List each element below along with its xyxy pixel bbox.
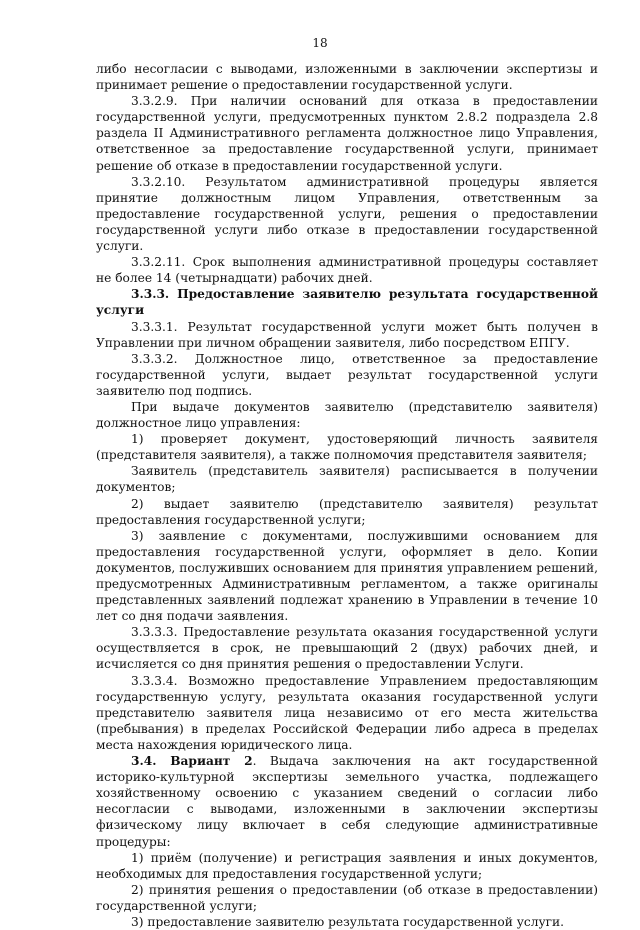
paragraph-3-3-3-1: 3.3.3.1. Результат государственной услуги может быть получен в Управлении при личном обращении заявителя, либо посредством ЕПГУ. [96,319,598,350]
paragraph-3-4-variant-2 [96,753,598,850]
variant-2-text: . Выдача заключения на акт государственной историко-культурной экспертизы земельного участка, подлежащего хозяйственному освоению с указанием сведений о согласии либо несогласии с выводами, изложенными в заключении экспертизы физическому лицу включает в себя следующие административные процедуры: [96,754,598,849]
paragraph-3-3-3-4: 3.3.3.4. Возможно предоставление Управлением предоставляющим государственную услугу, результата оказания государственной услуги представителю заявителя лица независимо от его места жительства (пребывания) в пределах Российской Федерации либо адреса в пределах места нахождения юридического лица. [96,673,598,752]
list-item-1: 1) проверяет документ, удостоверяющий личность заявителя (представителя заявителя), а также полномочия представителя заявителя; [96,432,598,463]
paragraph-3-3-3-2: 3.3.3.2. Должностное лицо, ответственное за предоставление государственной услуги, выдает результат государственной услуги заявителю под подпись. [96,351,598,398]
paragraph-3-3-2-10: 3.3.2.10. Результатом административной процедуры является принятие должностным лицом Управления, ответственным за предоставление государственной услуги, решения о предоставлении государственной услуги либо отказе в предоставлении государственной услуги. [96,174,598,254]
variant-2-lead: 3.4. Вариант 2 [131,754,253,769]
procedure-item-3: 3) предоставление заявителю результата государственной услуги. [131,914,565,929]
procedure-item-2: 2) принятия решения о предоставлении (об отказе в предоставлении) государственной услуги; [96,882,598,913]
paragraph-continuation: либо несогласии с выводами, изложенными в заключении экспертизы и принимает решение о предоставлении государственной услуги. [96,62,598,93]
paragraph-3-3-2-9: 3.3.2.9. При наличии оснований для отказа в предоставлении государственной услуги, предусмотренных пунктом 2.8.2 подраздела 2.8 раздела II Административного регламента должностное лицо Управления, ответственное за предоставление государственной услуги, принимает решение об отказе в предоставлении государственной услуги. [96,94,598,173]
list-item-3: 3) заявление с документами, послужившими основанием для предоставления государственной услуги, оформляет в дело. Копии документов, послуживших основанием для принятия управлением решений, предусмотренных Административным регламентом, а также оригиналы представленных заявлений подлежат хранению в Управлении в течение 10 лет со дня подачи заявления. [96,528,598,624]
document-body [96,61,598,930]
procedure-item-1: 1) приём (получение) и регистрация заявления и иных документов, необходимых для предоставления государственной услуги; [96,850,598,881]
paragraph-applicant-signs: Заявитель (представитель заявителя) расписывается в получении документов; [96,464,598,495]
paragraph-3-3-3-3: 3.3.3.3. Предоставление результата оказания государственной услуги осуществляется в срок, не превышающий 2 (двух) рабочих дней, и исчисляется со дня принятия решения о предоставлении Услуги. [96,625,598,672]
paragraph-3-3-2-11: 3.3.2.11. Срок выполнения административной процедуры составляет не более 14 (четырнадцати) рабочих дней. [96,255,598,286]
page-number: 18 [312,36,328,50]
paragraph-issue-intro: При выдаче документов заявителю (представителю заявителя) должностное лицо управления: [96,399,598,431]
list-item-2: 2) выдает заявителю (представителю заявителя) результат предоставления государственной услуги; [96,496,598,527]
section-heading-3-3-3: 3.3.3. Предоставление заявителю результата государственной услуги [96,287,598,318]
